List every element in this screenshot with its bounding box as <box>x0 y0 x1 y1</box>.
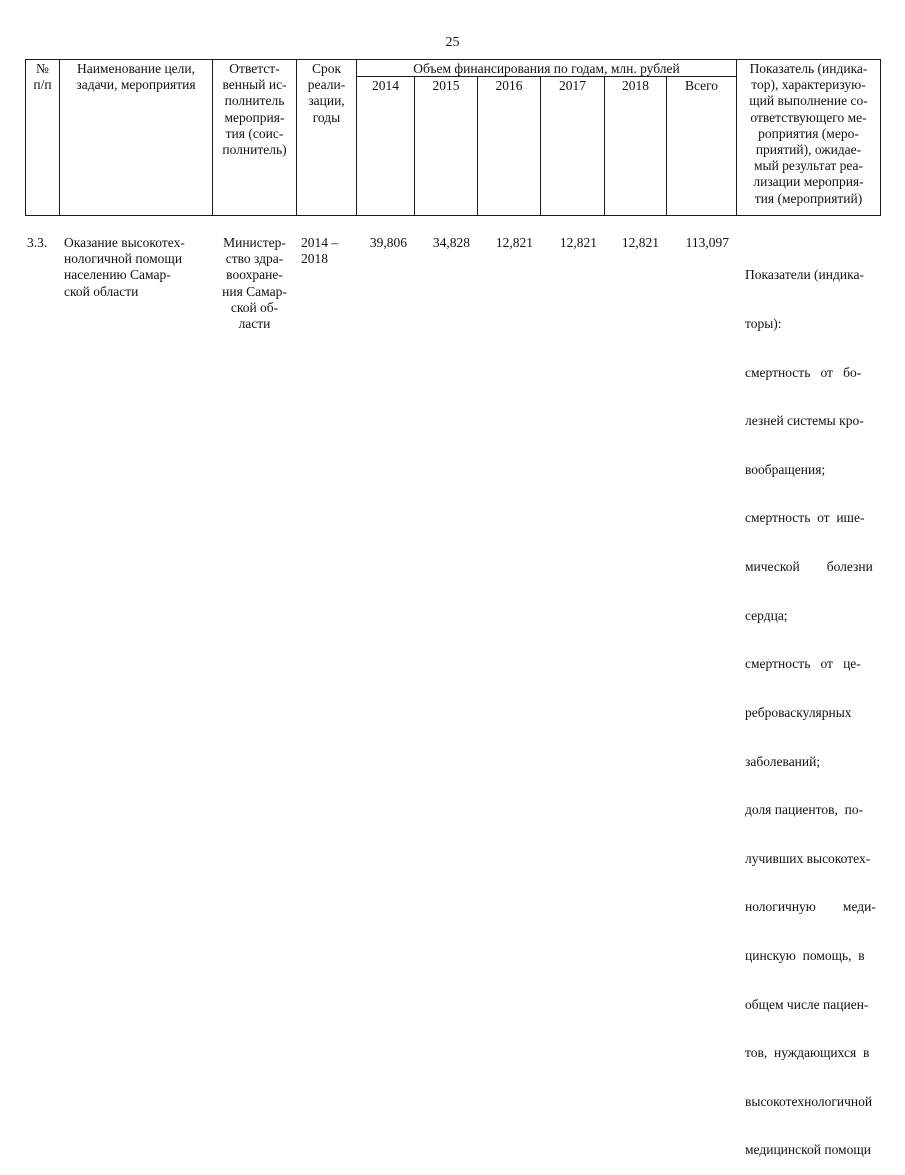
row-indicator <box>745 235 885 1175</box>
row-value-2017: 12,821 <box>559 235 597 250</box>
header-bottom-border <box>25 215 881 216</box>
header-total: Всего <box>684 78 719 93</box>
header-term: Срок реали- зации, годы <box>307 61 346 125</box>
header-year-2017: 2017 <box>559 78 586 93</box>
column-border <box>666 76 667 216</box>
row-name-line: населению Самар- <box>64 267 171 283</box>
column-border <box>414 76 415 216</box>
row-name-line: ской области <box>64 283 139 299</box>
indicator-line: смертность от це- <box>745 656 861 672</box>
column-border <box>604 76 605 216</box>
indicator-line: общем числе пациен- <box>745 996 869 1012</box>
indicator-line: заболеваний; <box>745 753 821 769</box>
indicator-line: нологичную меди- <box>745 899 876 915</box>
row-name <box>64 235 208 300</box>
header-year-2015: 2015 <box>432 78 460 93</box>
header-responsible: Ответст- венный ис- полнитель мероприя- тия (соис- полнитель) <box>222 61 287 158</box>
indicator-line: лезней системы кро- <box>745 413 864 429</box>
indicator-line: реброваскулярных <box>745 704 852 720</box>
indicator-line: цинскую помощь, в <box>745 947 865 963</box>
table-top-border <box>25 59 881 60</box>
indicator-line: смертность от ише- <box>745 510 865 526</box>
indicator-line: тов, нуждающихся в <box>745 1045 870 1061</box>
header-year-2016: 2016 <box>495 78 523 93</box>
column-border <box>540 76 541 216</box>
row-num: 3.3. <box>27 235 48 250</box>
header-indicator: Показатель (индика- тор), характеризую- щий выполнение со- ответствующего ме- роприятия (меро- приятий), ожидае- мый результат реа- лизации мероприя- тия (мероприятий) <box>749 61 868 206</box>
row-term: 2014 – 2018 <box>301 235 339 267</box>
row-name-line: Оказание высокотех- <box>64 235 185 250</box>
indicator-line: мической болезни <box>745 559 873 575</box>
header-year-2018: 2018 <box>622 78 649 93</box>
column-border <box>880 59 881 216</box>
indicator-line: медицинской помощи <box>745 1142 871 1158</box>
header-num: № п/п <box>33 61 52 93</box>
row-value-2016: 12,821 <box>495 235 533 250</box>
header-year-2014: 2014 <box>372 78 399 93</box>
indicator-line: лучивших высокотех- <box>745 850 871 866</box>
row-name-line: нологичной помощи <box>64 251 183 267</box>
indicator-line: доля пациентов, по- <box>745 802 864 818</box>
indicator-line: вообращения; <box>745 461 826 477</box>
indicator-line: высокотехнологичной <box>745 1093 873 1109</box>
indicator-line: сердца; <box>745 607 788 623</box>
row-value-2015: 34,828 <box>432 235 470 250</box>
row-value-2014: 39,806 <box>369 235 407 250</box>
indicator-line: смертность от бо- <box>745 364 862 380</box>
column-border <box>477 76 478 216</box>
row-responsible: Министер- ство здра- воохране- ния Самар- ской об- ласти <box>222 235 287 332</box>
page-number: 25 <box>445 35 460 50</box>
indicator-line: торы): <box>745 316 782 332</box>
indicator-line: Показатели (индика- <box>745 267 864 283</box>
row-value-total: 113,097 <box>685 235 729 250</box>
header-funding-title: Объем финансирования по годам, млн. рублей <box>413 61 680 76</box>
row-value-2018: 12,821 <box>621 235 659 250</box>
header-name: Наименование цели, задачи, мероприятия <box>76 61 196 93</box>
